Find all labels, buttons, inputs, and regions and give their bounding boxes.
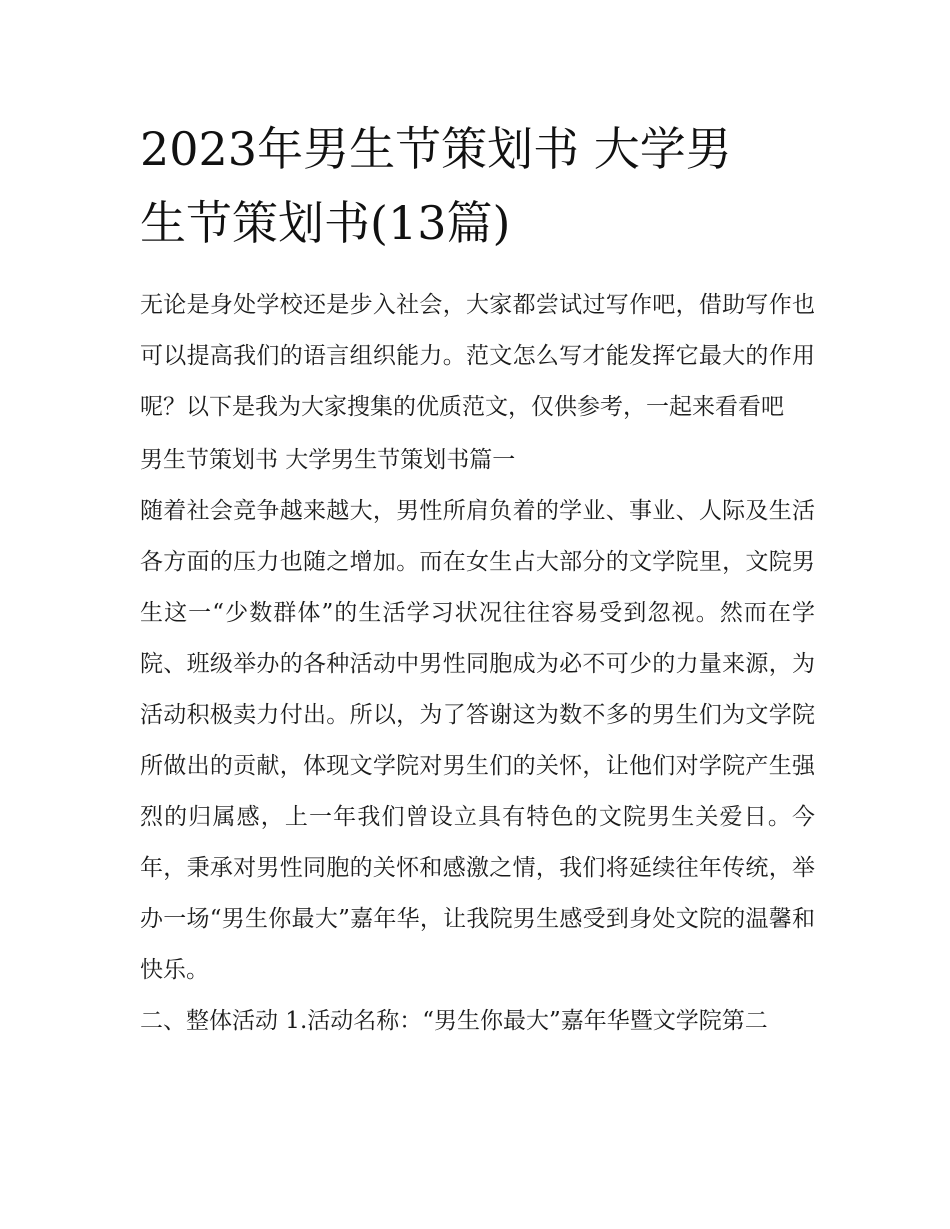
section-two-line: 二、整体活动 1.活动名称：“男生你最大”嘉年华暨文学院第二 bbox=[140, 1008, 768, 1034]
document-title bbox=[140, 112, 815, 260]
intro-paragraph: 无论是身处学校还是步入社会，大家都尝试过写作吧，借助写作也可以提高我们的语言组织能力。范文怎么写才能发挥它最大的作用呢？以下是我为大家搜集的优质范文，仅供参考，一起来看看吧 bbox=[140, 292, 815, 420]
title-line-1: 2023年男生节策划书 大学男 bbox=[140, 122, 732, 176]
document-page bbox=[140, 112, 815, 1047]
section-heading: 男生节策划书 大学男生节策划书篇一 bbox=[140, 447, 516, 473]
title-line-2: 生节策划书(13篇) bbox=[140, 196, 511, 250]
body-paragraph: 随着社会竞争越来越大，男性所肩负着的学业、事业、人际及生活各方面的压力也随之增加。而在女生占大部分的文学院里，文院男生这一“少数群体”的生活学习状况往往容易受到忽视。然而在学院、班级举办的各种活动中男性同胞成为必不可少的力量来源，为活动积极卖力付出。所以，为了答谢这为数不多的男生们为文学院所做出的贡献，体现文学院对男生们的关怀，让他们对学院产生强烈的归属感，上一年我们曾设立具有特色的文院男生关爱日。今年，秉承对男性同胞的关怀和感激之情，我们将延续往年传统，举办一场“男生你最大”嘉年华，让我院男生感受到身处文院的温馨和快乐。 bbox=[140, 498, 815, 983]
